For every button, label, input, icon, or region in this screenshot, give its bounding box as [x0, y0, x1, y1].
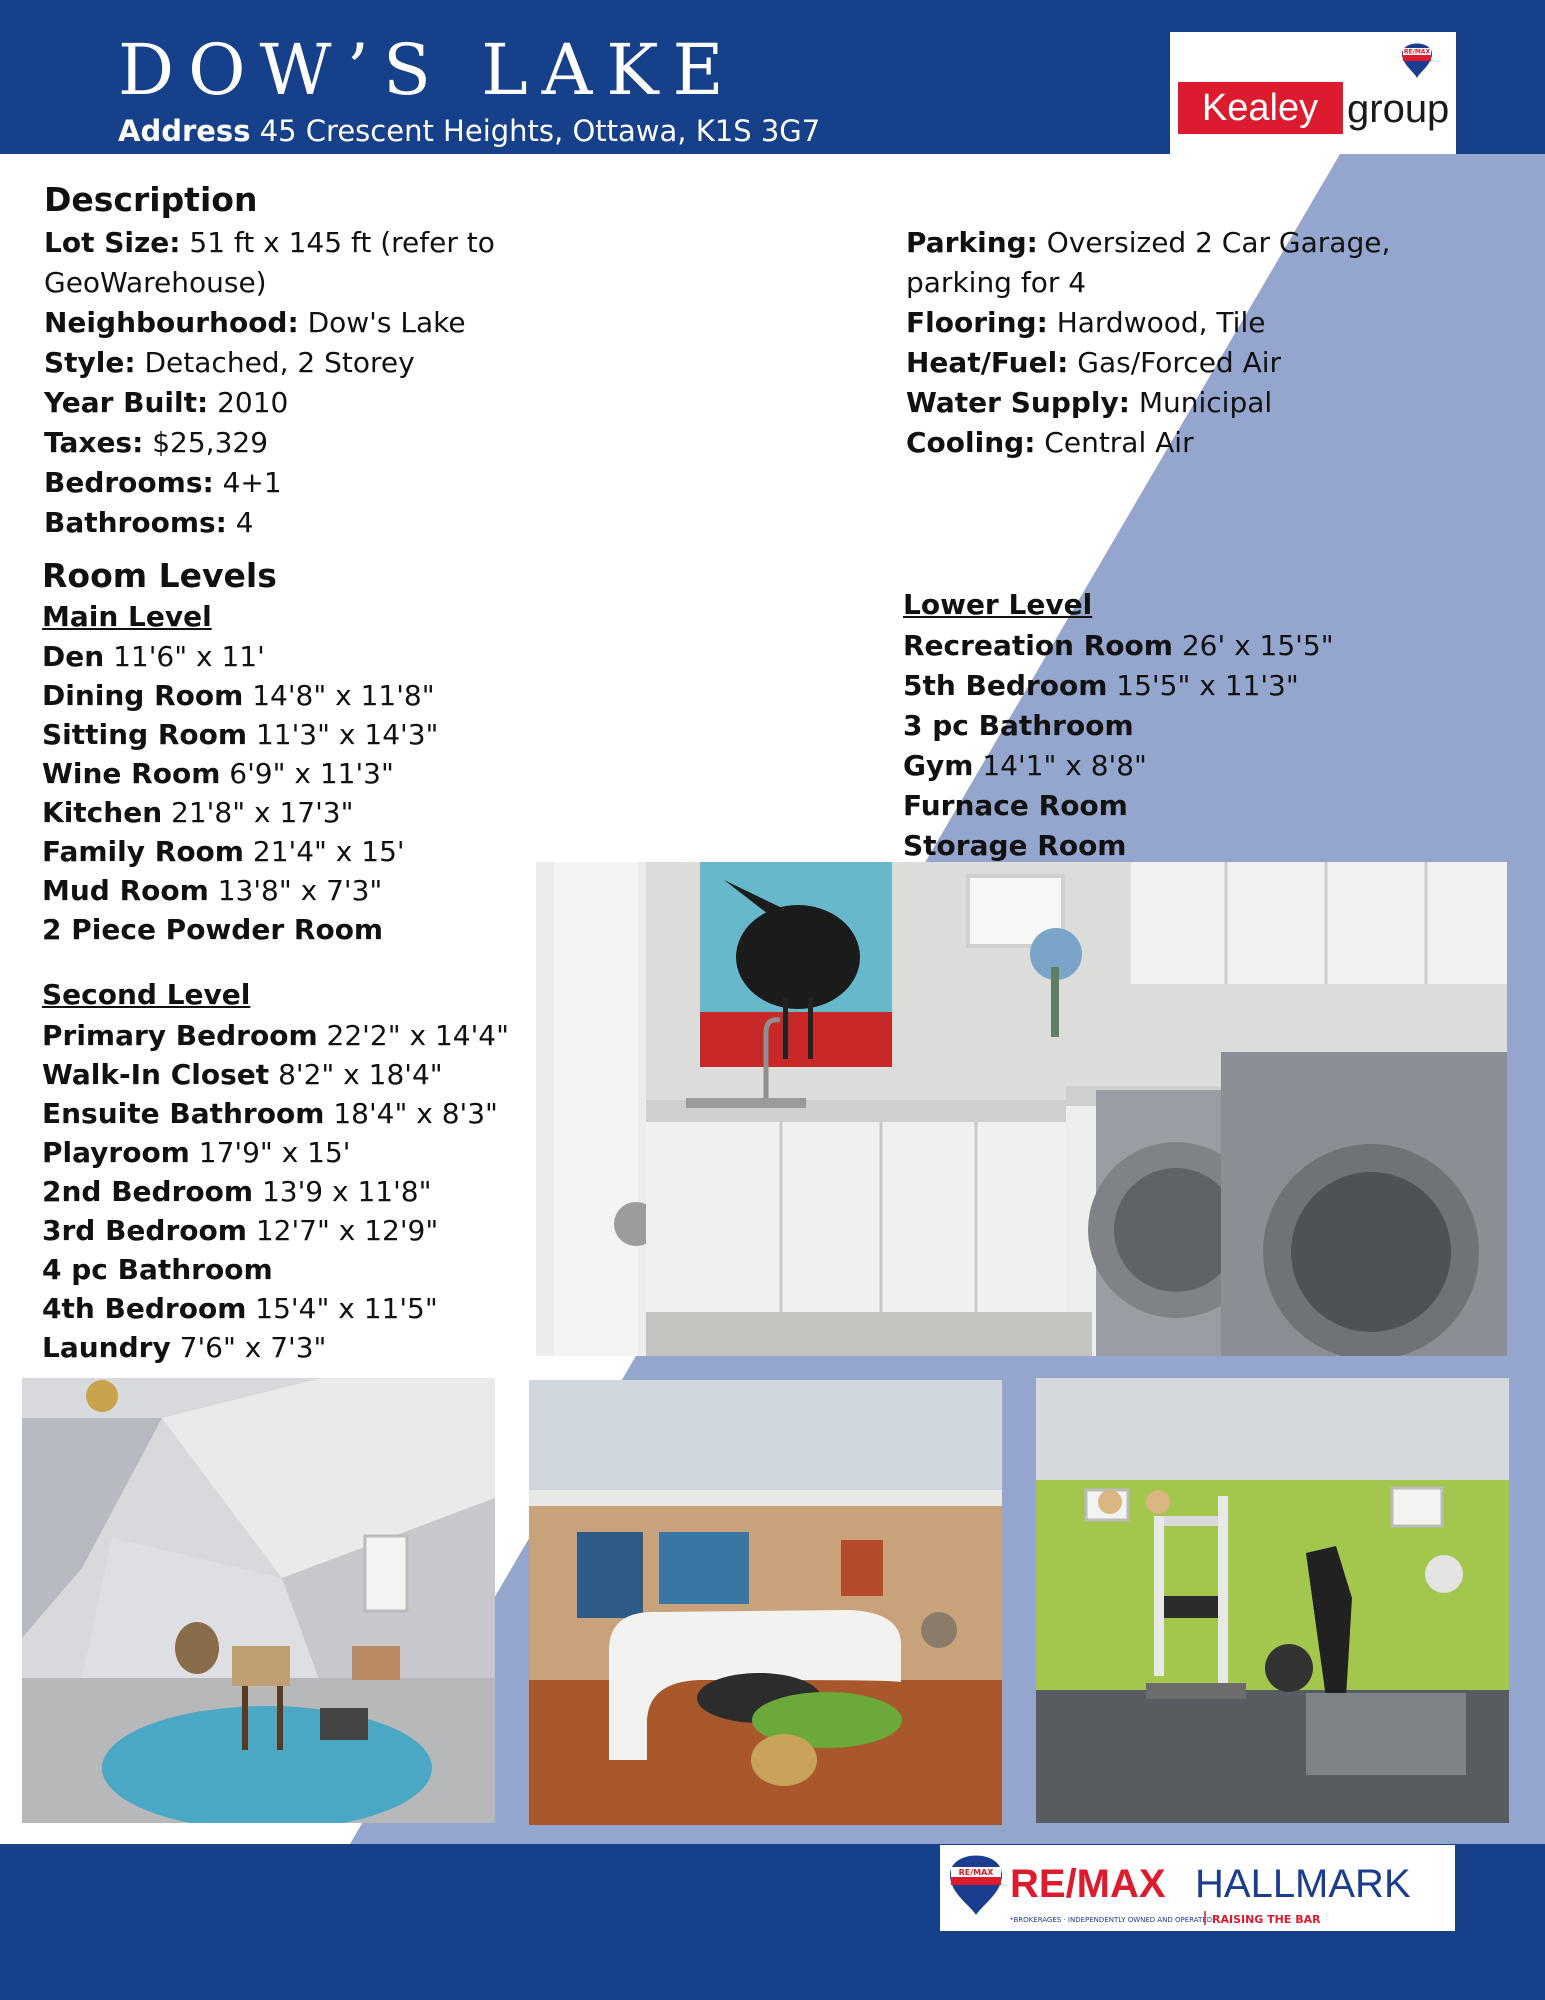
page-title: DOW’S LAKE — [118, 29, 738, 111]
room-item-value: 15'4" x 11'5" — [255, 1292, 438, 1325]
address-label: Address — [118, 114, 251, 148]
description-item-value: Hardwood, Tile — [1056, 306, 1266, 339]
description-item-value: Oversized 2 Car Garage, — [1046, 226, 1391, 259]
room-item-label: Furnace Room — [903, 789, 1128, 822]
description-item — [44, 503, 254, 543]
room-item — [42, 637, 265, 677]
logo-main-text: Kealey — [1201, 87, 1319, 129]
logo-badge-text: RE/MAX — [1403, 48, 1431, 56]
room-item — [903, 706, 1134, 746]
room-item-label: Den — [42, 640, 105, 673]
description-item — [906, 343, 1281, 383]
main-level-title: Main Level — [42, 600, 212, 633]
room-item-label: Wine Room — [42, 757, 221, 790]
playroom-photo — [22, 1378, 495, 1823]
room-item-value: 11'6" x 11' — [113, 640, 265, 673]
address-value: 45 Crescent Heights, Ottawa, K1S 3G7 — [259, 114, 821, 148]
room-item-value: 26' x 15'5" — [1181, 629, 1334, 662]
description-item — [906, 383, 1272, 423]
description-item-value: 51 ft x 145 ft (refer to — [189, 226, 495, 259]
description-item — [44, 223, 495, 263]
description-item-value: parking for 4 — [906, 266, 1087, 299]
room-item-value: 15'5" x 11'3" — [1116, 669, 1299, 702]
room-item — [42, 1133, 351, 1173]
second-level-title: Second Level — [42, 978, 251, 1011]
room-item — [903, 786, 1128, 826]
gym-photo — [1036, 1378, 1509, 1823]
room-item — [42, 793, 353, 833]
room-item — [42, 1250, 273, 1290]
room-item — [42, 871, 382, 911]
room-item-value: 7'6" x 7'3" — [179, 1331, 327, 1364]
kealey-logo-graphic — [1170, 32, 1456, 154]
room-item-label: Kitchen — [42, 796, 163, 829]
room-item — [903, 626, 1334, 666]
description-item-label: Bathrooms: — [44, 506, 227, 539]
room-item-label: Family Room — [42, 835, 244, 868]
brand-right-text: HALLMARK — [1195, 1862, 1411, 1906]
room-item — [42, 1328, 326, 1368]
room-item-label: Sitting Room — [42, 718, 248, 751]
room-item-label: 2 Piece Powder Room — [42, 913, 384, 946]
room-item-value: 6'9" x 11'3" — [229, 757, 394, 790]
description-item-label: Bedrooms: — [44, 466, 214, 499]
room-item-label: Gym — [903, 749, 974, 782]
description-item — [906, 303, 1265, 343]
room-item-value: 13'9 x 11'8" — [261, 1175, 432, 1208]
room-item-label: Playroom — [42, 1136, 190, 1169]
room-item-value: 11'3" x 14'3" — [255, 718, 439, 751]
description-item — [44, 383, 288, 423]
room-item-label: 4th Bedroom — [42, 1292, 247, 1325]
address-line — [118, 114, 820, 148]
description-item — [44, 343, 415, 383]
room-item — [42, 832, 405, 872]
room-levels-heading: Room Levels — [42, 556, 277, 595]
logo-sub-text: group — [1347, 87, 1450, 131]
description-item — [906, 423, 1194, 463]
room-item — [903, 666, 1299, 706]
room-item — [42, 1016, 509, 1056]
description-item-value: GeoWarehouse) — [44, 266, 267, 299]
description-item-value: 4+1 — [222, 466, 282, 499]
room-item — [903, 746, 1147, 786]
room-item-label: Primary Bedroom — [42, 1019, 318, 1052]
room-item-value: 21'4" x 15' — [252, 835, 405, 868]
room-item-label: Recreation Room — [903, 629, 1173, 662]
room-item-label: 3rd Bedroom — [42, 1214, 247, 1247]
room-item — [42, 1211, 438, 1251]
description-item — [44, 263, 267, 303]
room-item-value: 12'7" x 12'9" — [255, 1214, 439, 1247]
room-item-label: Laundry — [42, 1331, 171, 1364]
remax-hallmark-logo-graphic — [940, 1845, 1455, 1931]
description-item-label: Flooring: — [906, 306, 1048, 339]
brand-left-text: RE/MAX — [1010, 1862, 1166, 1906]
room-item-value: 14'8" x 11'8" — [252, 679, 435, 712]
balloon-label: RE/MAX — [958, 1868, 994, 1877]
description-item-label: Style: — [44, 346, 136, 379]
description-item-value: Detached, 2 Storey — [144, 346, 415, 379]
description-item-value: 4 — [235, 506, 254, 539]
description-item-label: Parking: — [906, 226, 1038, 259]
room-item — [903, 826, 1126, 866]
description-item-value: Municipal — [1138, 386, 1273, 419]
room-item-label: 4 pc Bathroom — [42, 1253, 273, 1286]
description-item-label: Neighbourhood: — [44, 306, 299, 339]
description-item — [44, 463, 282, 503]
description-item-label: Cooling: — [906, 426, 1036, 459]
room-item-label: Storage Room — [903, 829, 1127, 862]
description-item — [906, 223, 1390, 263]
remax-balloon-icon — [950, 1856, 1002, 1916]
description-item-label: Heat/Fuel: — [906, 346, 1069, 379]
room-item-value: 8'2" x 18'4" — [278, 1058, 443, 1091]
description-item-value: $25,329 — [152, 426, 269, 459]
room-item — [42, 1172, 431, 1212]
room-item — [42, 1055, 443, 1095]
description-item-value: 2010 — [217, 386, 289, 419]
room-item-value: 14'1" x 8'8" — [982, 749, 1147, 782]
description-item-value: Central Air — [1044, 426, 1194, 459]
room-item-label: Mud Room — [42, 874, 209, 907]
room-item — [42, 1289, 438, 1329]
description-item-label: Taxes: — [44, 426, 144, 459]
description-item — [44, 303, 466, 343]
room-item — [42, 754, 394, 794]
room-item-label: 5th Bedroom — [903, 669, 1108, 702]
room-item — [42, 910, 383, 950]
laundry-room-photo — [536, 862, 1507, 1356]
room-item — [42, 676, 435, 716]
footer-small-print: *BROKERAGES · INDEPENDENTLY OWNED AND OPERATED — [1010, 1916, 1213, 1924]
description-item — [44, 423, 268, 463]
room-item-label: 3 pc Bathroom — [903, 709, 1134, 742]
description-item-value: Dow's Lake — [307, 306, 466, 339]
room-item — [42, 715, 438, 755]
recreation-room-photo — [529, 1380, 1002, 1825]
room-item-value: 13'8" x 7'3" — [217, 874, 383, 907]
description-heading: Description — [44, 180, 258, 219]
description-item-label: Year Built: — [44, 386, 209, 419]
footer-tagline: RAISING THE BAR — [1212, 1913, 1321, 1926]
description-item-value: Gas/Forced Air — [1077, 346, 1282, 379]
room-item — [42, 1094, 498, 1134]
remax-hallmark-logo — [940, 1845, 1455, 1931]
kealey-group-logo — [1170, 32, 1456, 154]
room-item-label: Walk-In Closet — [42, 1058, 270, 1091]
room-item-label: Dining Room — [42, 679, 244, 712]
room-item-value: 18'4" x 8'3" — [333, 1097, 498, 1130]
room-item-value: 17'9" x 15' — [198, 1136, 351, 1169]
lower-level-title: Lower Level — [903, 588, 1093, 621]
description-item-label: Water Supply: — [906, 386, 1130, 419]
room-item-label: Ensuite Bathroom — [42, 1097, 325, 1130]
description-item-label: Lot Size: — [44, 226, 181, 259]
room-item-value: 21'8" x 17'3" — [171, 796, 354, 829]
description-item — [906, 263, 1086, 303]
room-item-value: 22'2" x 14'4" — [326, 1019, 509, 1052]
room-item-label: 2nd Bedroom — [42, 1175, 254, 1208]
